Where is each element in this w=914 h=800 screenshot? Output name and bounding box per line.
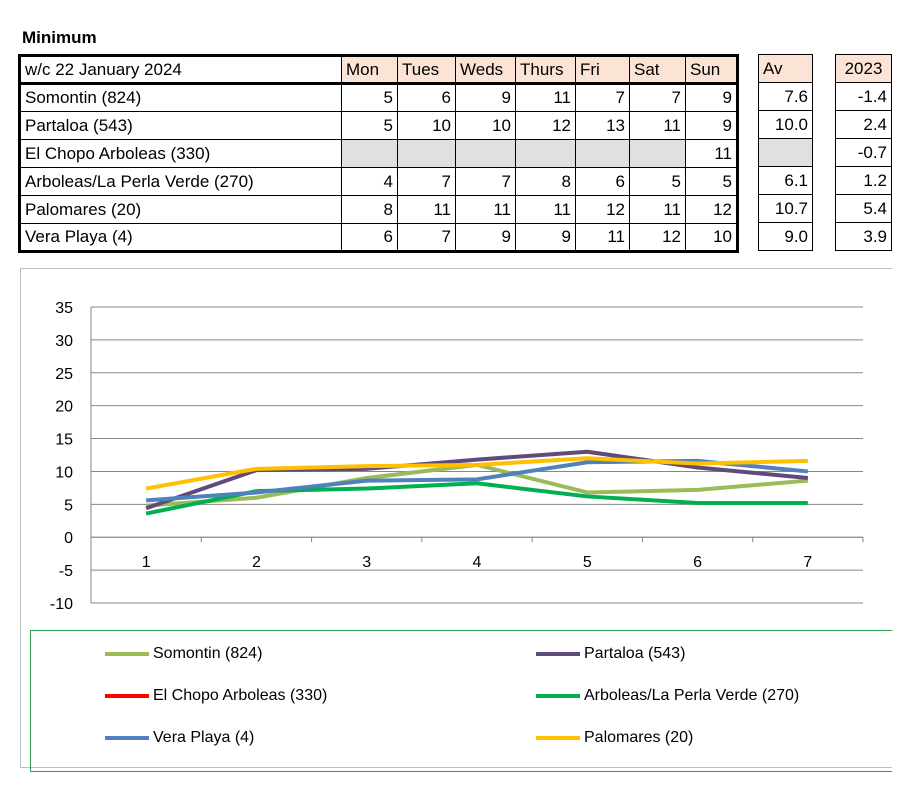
year-2023-value: 2.4	[836, 111, 892, 139]
year-2023-value: 3.9	[836, 223, 892, 251]
day-value	[398, 140, 456, 168]
chart-legend	[30, 630, 892, 772]
y-tick-label: -5	[58, 563, 73, 581]
day-value: 9	[516, 224, 576, 252]
table-header-row	[20, 56, 738, 84]
legend-item	[105, 645, 262, 663]
legend-item	[105, 687, 327, 705]
day-value	[456, 140, 516, 168]
station-name: Arboleas/La Perla Verde (270)	[20, 168, 342, 196]
day-value: 11	[576, 224, 630, 252]
day-header: Sun	[686, 56, 738, 84]
day-value: 12	[516, 112, 576, 140]
y-tick-label: -10	[49, 596, 73, 613]
x-tick-label: 5	[582, 554, 592, 572]
legend-swatch	[105, 736, 149, 740]
legend-label: Palomares (20)	[584, 729, 694, 746]
y-tick-label: 35	[55, 300, 73, 317]
day-value	[342, 140, 398, 168]
day-value	[630, 140, 686, 168]
average-table	[758, 54, 813, 251]
day-header: Mon	[342, 56, 398, 84]
day-value: 6	[342, 224, 398, 252]
station-name: Somontin (824)	[20, 84, 342, 112]
station-name: Palomares (20)	[20, 196, 342, 224]
legend-item	[536, 687, 799, 705]
day-value: 12	[686, 196, 738, 224]
table-row	[20, 112, 738, 140]
day-header: Sat	[630, 56, 686, 84]
legend-swatch	[105, 652, 149, 656]
legend-swatch	[105, 694, 149, 698]
day-value: 11	[398, 196, 456, 224]
y-tick-label: 30	[55, 332, 73, 350]
station-name: Partaloa (543)	[20, 112, 342, 140]
day-value: 7	[576, 84, 630, 112]
legend-label: Arboleas/La Perla Verde (270)	[584, 687, 800, 704]
day-value: 7	[398, 168, 456, 196]
day-header: Fri	[576, 56, 630, 84]
legend-label: Vera Playa (4)	[153, 729, 255, 746]
legend-swatch	[536, 652, 580, 656]
week-header: w/c 22 January 2024	[20, 56, 342, 84]
station-name: Vera Playa (4)	[20, 224, 342, 252]
day-value	[516, 140, 576, 168]
average-value: 6.1	[759, 167, 813, 195]
x-tick-label: 1	[141, 554, 151, 572]
day-value	[576, 140, 630, 168]
day-value: 9	[686, 112, 738, 140]
average-header: Av	[759, 55, 813, 83]
day-value: 13	[576, 112, 630, 140]
day-value: 5	[630, 168, 686, 196]
y-tick-label: 10	[55, 464, 73, 482]
temperature-table	[18, 54, 739, 253]
legend-item	[536, 729, 693, 747]
station-name: El Chopo Arboleas (330)	[20, 140, 342, 168]
legend-label: Somontin (824)	[153, 645, 263, 662]
average-value	[759, 139, 813, 167]
day-header: Thurs	[516, 56, 576, 84]
year-2023-value: -0.7	[836, 139, 892, 167]
year-2023-value: -1.4	[836, 83, 892, 111]
day-value: 11	[686, 140, 738, 168]
day-value: 9	[456, 84, 516, 112]
legend-swatch	[536, 694, 580, 698]
day-value: 4	[342, 168, 398, 196]
y-tick-label: 5	[64, 497, 73, 515]
day-value: 8	[516, 168, 576, 196]
table-row	[20, 84, 738, 112]
average-value: 7.6	[759, 83, 813, 111]
day-value: 5	[342, 112, 398, 140]
day-value: 7	[398, 224, 456, 252]
table-row	[20, 140, 738, 168]
day-value: 12	[630, 224, 686, 252]
x-tick-label: 4	[472, 554, 482, 572]
day-value: 11	[630, 112, 686, 140]
y-tick-label: 20	[55, 398, 73, 416]
line-chart	[21, 269, 893, 629]
x-tick-label: 6	[693, 554, 703, 572]
year-2023-table	[835, 54, 892, 251]
year-2023-value: 5.4	[836, 195, 892, 223]
day-header: Weds	[456, 56, 516, 84]
day-value: 11	[516, 84, 576, 112]
day-value: 6	[398, 84, 456, 112]
y-tick-label: 0	[64, 530, 73, 548]
y-tick-label: 15	[55, 431, 73, 449]
legend-item	[105, 729, 254, 747]
x-tick-label: 2	[251, 554, 261, 572]
day-value: 7	[456, 168, 516, 196]
day-header: Tues	[398, 56, 456, 84]
page-title: Minimum	[22, 28, 97, 47]
day-value: 11	[456, 196, 516, 224]
day-value: 8	[342, 196, 398, 224]
x-tick-label: 3	[362, 554, 372, 572]
day-value: 9	[456, 224, 516, 252]
table-row	[20, 168, 738, 196]
day-value: 5	[686, 168, 738, 196]
x-tick-label: 7	[803, 554, 813, 572]
day-value: 11	[630, 196, 686, 224]
day-value: 10	[456, 112, 516, 140]
average-value: 10.0	[759, 111, 813, 139]
year-2023-value: 1.2	[836, 167, 892, 195]
y-tick-label: 25	[55, 365, 73, 383]
legend-swatch	[536, 736, 580, 740]
day-value: 9	[686, 84, 738, 112]
table-row	[20, 196, 738, 224]
average-value: 9.0	[759, 223, 813, 251]
year-header: 2023	[836, 55, 892, 83]
legend-label: Partaloa (543)	[584, 645, 686, 662]
day-value: 5	[342, 84, 398, 112]
day-value: 7	[630, 84, 686, 112]
day-value: 10	[686, 224, 738, 252]
day-value: 6	[576, 168, 630, 196]
day-value: 10	[398, 112, 456, 140]
legend-item	[536, 645, 685, 663]
table-row	[20, 224, 738, 252]
day-value: 11	[516, 196, 576, 224]
average-value: 10.7	[759, 195, 813, 223]
day-value: 12	[576, 196, 630, 224]
legend-label: El Chopo Arboleas (330)	[153, 687, 328, 704]
